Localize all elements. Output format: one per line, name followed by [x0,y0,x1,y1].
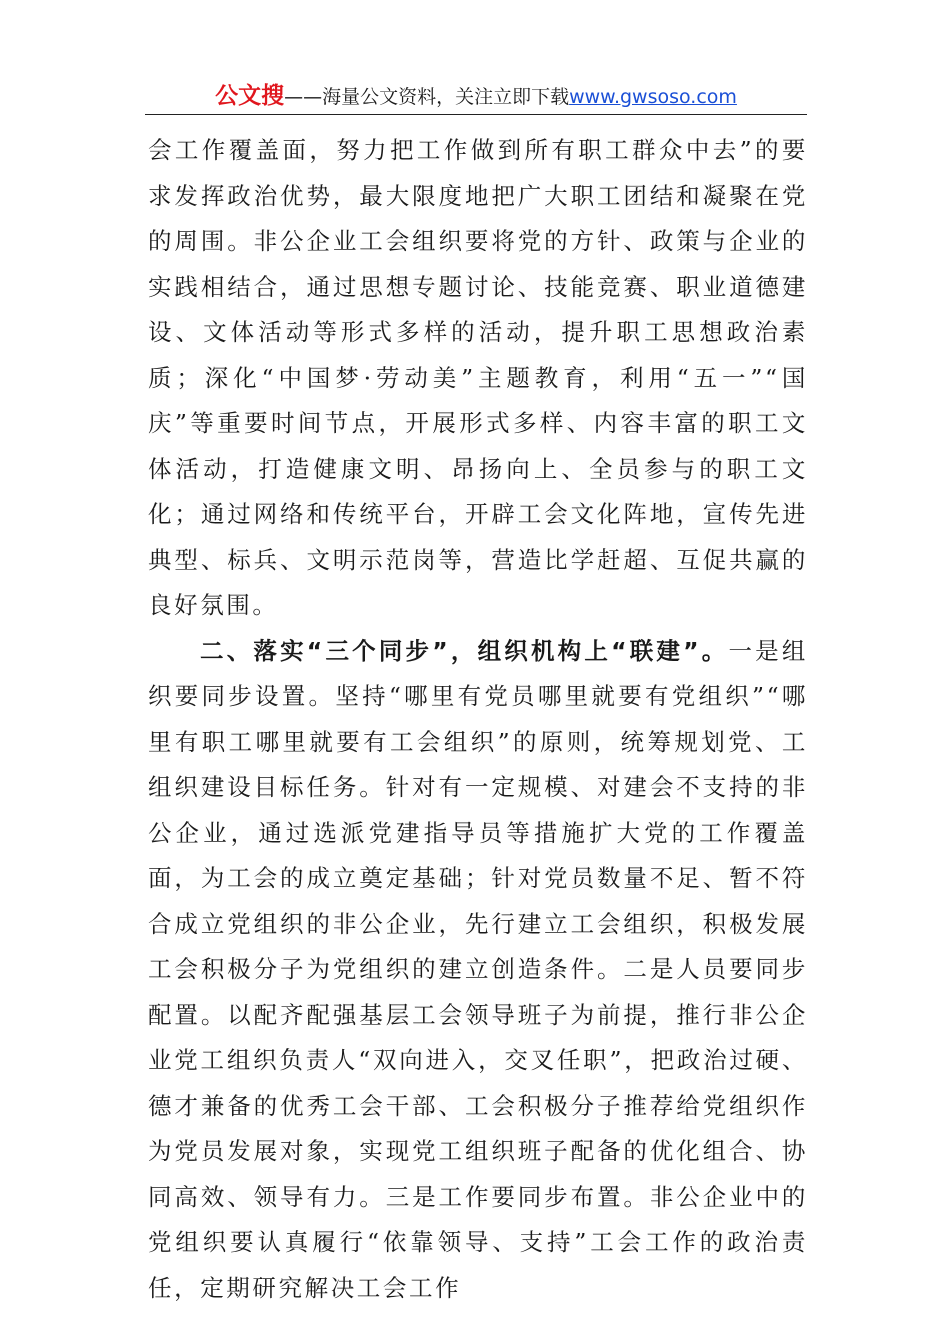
document-header [145,80,807,112]
document-body [148,128,808,1311]
header-tagline: ——海量公文资料，关注立即下载 [284,86,570,108]
paragraph-continued: 会工作覆盖面，努力把工作做到所有职工群众中去”的要求发挥政治优势，最大限度地把广大职工团结和凝聚在党的周围。非公企业工会组织要将党的方针、政策与企业的实践相结合，通过思想专题讨论、技能竞赛、职业道德建设、文体活动等形式多样的活动，提升职工思想政治素质；深化“中国梦·劳动美”主题教育，利用“五一”“国庆”等重要时间节点，开展形式多样、内容丰富的职工文体活动，打造健康文明、昂扬向上、全员参与的职工文化；通过网络和传统平台，开辟工会文化阵地，宣传先进典型、标兵、文明示范岗等，营造比学赶超、互促共赢的良好氛围。 [148,136,808,619]
brand-logo-text: 公文搜 [215,83,285,109]
section-heading: 二、落实“三个同步”，组织机构上“联建”。 [200,636,729,665]
section-paragraph [148,629,808,1312]
website-link[interactable]: www.gwsoso.com [569,86,737,108]
header-divider [145,114,807,115]
section-body: 一是组织要同步设置。坚持“哪里有党员哪里就要有党组织”“哪里有职工哪里就要有工会组织”的原则，统筹规划党、工组织建设目标任务。针对有一定规模、对建会不支持的非公企业，通过选派党建指导员等措施扩大党的工作覆盖面，为工会的成立奠定基础；针对党员数量不足、暂不符合成立党组织的非公企业，先行建立工会组织，积极发展工会积极分子为党组织的建立创造条件。二是人员要同步配置。以配齐配强基层工会领导班子为前提，推行非公企业党工组织负责人“双向进入，交叉任职”，把政治过硬、德才兼备的优秀工会干部、工会积极分子推荐给党组织作为党员发展对象，实现党工组织班子配备的优化组合、协同高效、领导有力。三是工作要同步布置。非公企业中的党组织要认真履行“依靠领导、支持”工会工作的政治责任，定期研究解决工会工作 [148,636,808,1302]
